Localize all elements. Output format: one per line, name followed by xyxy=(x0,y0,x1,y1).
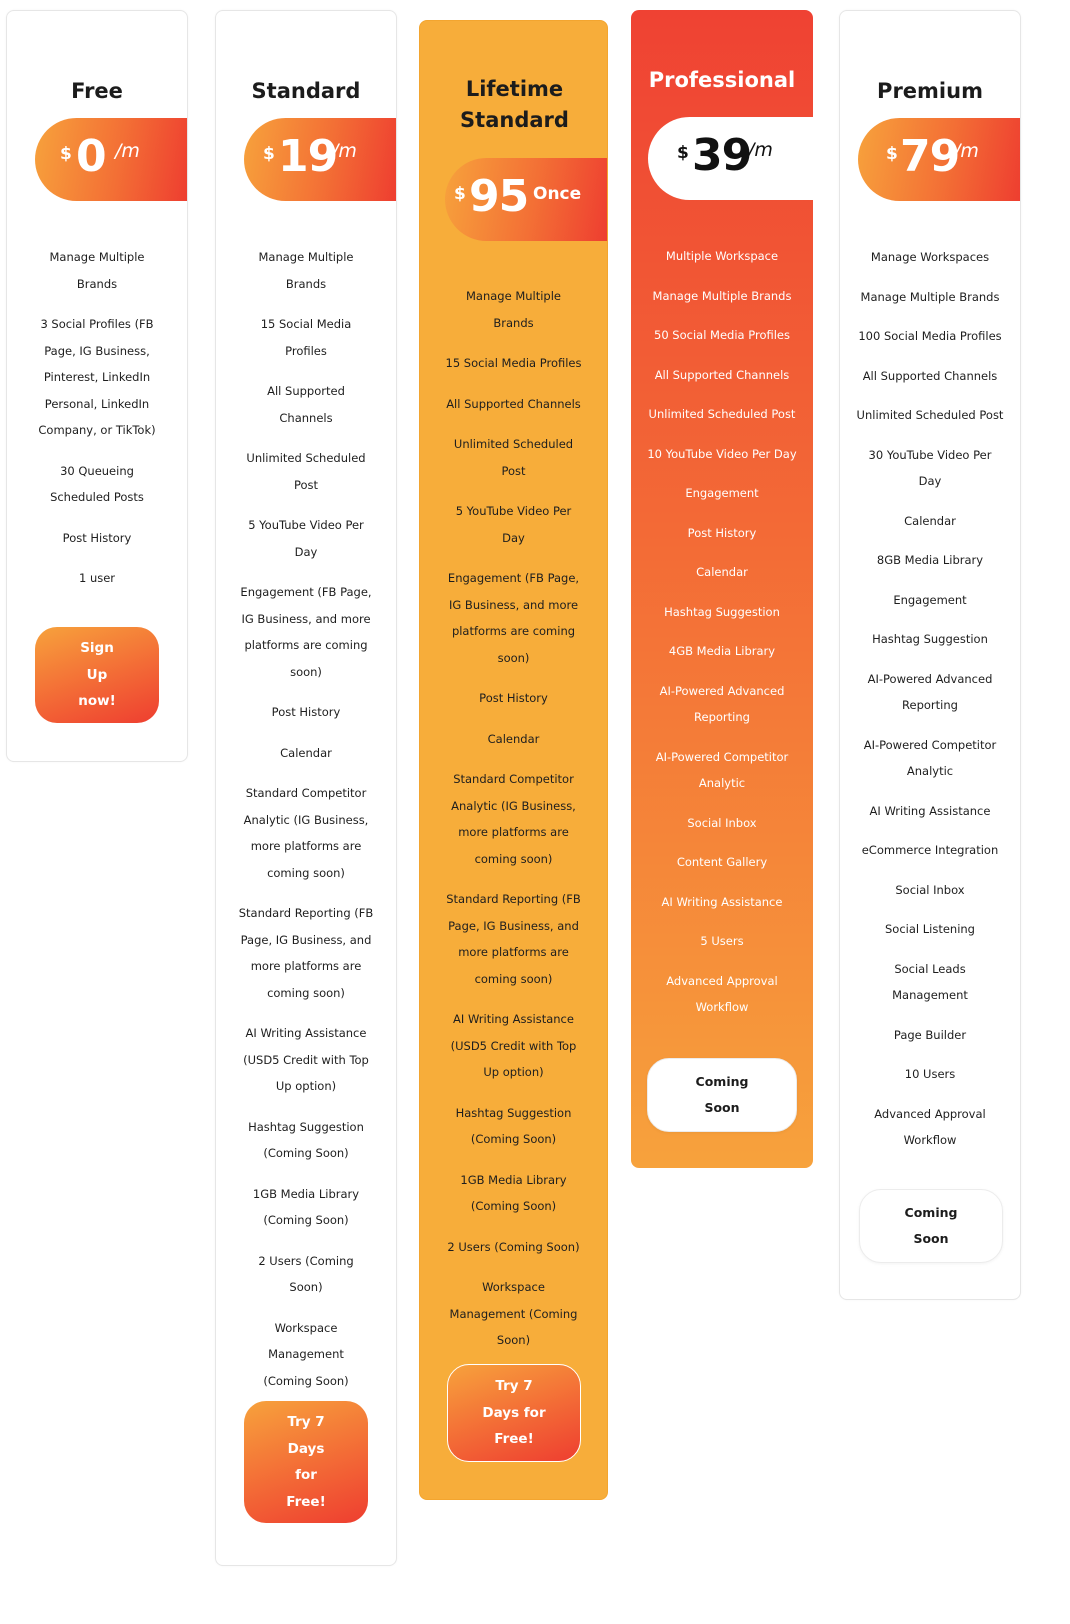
feature-item: Workspace Management (Coming Soon) xyxy=(449,1280,578,1347)
coming-soon-button[interactable]: Coming Soon xyxy=(647,1058,797,1132)
feature-item: 15 Social Media Profiles xyxy=(260,317,352,358)
feature-item: AI Writing Assistance xyxy=(661,894,783,909)
price-currency: $ xyxy=(454,184,466,204)
price-currency: $ xyxy=(886,144,898,164)
feature-item: Unlimited Scheduled Post xyxy=(246,451,366,492)
price-period: Once xyxy=(533,184,582,204)
feature-item: Engagement xyxy=(893,592,967,607)
feature-item: Advanced Approval Workflow xyxy=(874,1106,986,1147)
feature-item: Social Listening xyxy=(884,922,975,936)
feature-item: 4GB Media Library xyxy=(668,644,776,658)
feature-list xyxy=(420,283,607,1368)
feature-item: 100 Social Media Profiles xyxy=(858,329,1002,343)
feature-item: Advanced Approval Workflow xyxy=(666,973,778,1014)
price-badge xyxy=(648,117,813,200)
feature-item: Unlimited Scheduled Post xyxy=(856,408,1004,422)
feature-item: 10 Users xyxy=(904,1067,956,1081)
feature-item: Engagement (FB Page, IG Business, and more platforms are coming soon) xyxy=(447,571,580,665)
price-amount: 79 xyxy=(900,131,960,182)
feature-item: Manage Multiple Brands xyxy=(49,250,145,291)
feature-item: Hashtag Suggestion (Coming Soon) xyxy=(248,1119,364,1160)
feature-item: Unlimited Scheduled Post xyxy=(648,407,796,421)
plan-title: Premium xyxy=(877,79,983,103)
feature-item: Engagement xyxy=(685,486,759,500)
feature-item: Hashtag Suggestion (Coming Soon) xyxy=(455,1105,572,1146)
feature-item: Calendar xyxy=(487,731,540,746)
feature-item: All Supported Channels xyxy=(862,368,998,383)
plan-title: Free xyxy=(71,79,123,103)
price-period: /m xyxy=(954,140,979,162)
plan-card-premium xyxy=(839,10,1021,1300)
feature-item: 30 Queueing Scheduled Posts xyxy=(50,463,144,504)
feature-item: Manage Multiple Brands xyxy=(860,289,1000,304)
feature-item: Post History xyxy=(62,530,132,545)
free-trial-button[interactable]: Try 7 Days for Free! xyxy=(447,1364,581,1462)
feature-item: Manage Multiple Brands xyxy=(465,289,561,330)
price-badge xyxy=(445,158,607,241)
feature-item: Standard Reporting (FB Page, IG Business, and more platforms are coming soon) xyxy=(446,892,581,986)
free-trial-button[interactable]: Try 7 Days for Free! xyxy=(244,1401,368,1523)
plan-card-free xyxy=(6,10,188,762)
feature-item: 2 Users (Coming Soon) xyxy=(258,1253,354,1294)
feature-item: Post History xyxy=(271,705,341,719)
feature-item: Calendar xyxy=(280,745,332,760)
price-badge xyxy=(244,118,396,201)
feature-item: Multiple Workspace xyxy=(665,249,779,263)
feature-list xyxy=(7,244,187,606)
feature-item: Engagement (FB Page, IG Business, and more platforms are coming soon) xyxy=(240,585,372,679)
feature-item: Calendar xyxy=(696,565,748,579)
feature-item: AI Writing Assistance xyxy=(869,803,991,818)
price-amount: 19 xyxy=(278,131,338,182)
feature-item: 3 Social Profiles (FB Page, IG Business, Pinterest, LinkedIn Personal, LinkedIn Company, or TikTok) xyxy=(38,317,156,437)
feature-item: All Supported Channels xyxy=(267,384,345,425)
feature-item: Post History xyxy=(479,691,548,705)
feature-item: 2 Users (Coming Soon) xyxy=(447,1239,580,1254)
price-amount: 0 xyxy=(76,131,106,182)
price-amount: 95 xyxy=(469,171,529,222)
plan-card-professional xyxy=(631,10,813,1168)
feature-item: 5 Users xyxy=(700,934,744,948)
feature-item: Hashtag Suggestion xyxy=(664,604,780,619)
feature-item: Hashtag Suggestion xyxy=(872,632,988,646)
feature-item: Social Inbox xyxy=(687,815,757,830)
feature-item: Calendar xyxy=(904,513,956,528)
feature-item: Manage Workspaces xyxy=(870,250,990,264)
price-period: /m xyxy=(748,139,773,161)
plan-card-lifetime-standard xyxy=(419,20,608,1500)
feature-item: 50 Social Media Profiles xyxy=(654,328,790,342)
price-currency: $ xyxy=(677,143,689,163)
feature-item: Standard Competitor Analytic (IG Business, more platforms are coming soon) xyxy=(451,772,576,866)
price-currency: $ xyxy=(60,144,72,164)
feature-list xyxy=(216,244,396,1408)
plan-title: Professional xyxy=(648,68,796,92)
feature-item: 1GB Media Library (Coming Soon) xyxy=(252,1186,360,1227)
feature-item: AI-Powered Competitor Analytic xyxy=(863,737,997,778)
feature-item: Standard Competitor Analytic (IG Business, more platforms are coming soon) xyxy=(243,786,369,880)
feature-item: 1GB Media Library (Coming Soon) xyxy=(460,1172,567,1213)
feature-item: Social Leads Management xyxy=(892,961,968,1002)
feature-item: Workspace Management (Coming Soon) xyxy=(263,1320,349,1388)
price-currency: $ xyxy=(263,144,275,164)
feature-item: Social Inbox xyxy=(895,882,965,897)
price-period: /m xyxy=(332,140,357,162)
feature-item: AI-Powered Competitor Analytic xyxy=(655,749,789,790)
feature-item: Unlimited Scheduled Post xyxy=(453,437,574,478)
feature-item: 5 YouTube Video Per Day xyxy=(248,518,364,559)
plan-title: Standard xyxy=(251,79,361,103)
feature-list xyxy=(631,243,813,1034)
feature-item: AI Writing Assistance (USD5 Credit with Top Up option) xyxy=(243,1026,369,1093)
price-badge xyxy=(858,118,1020,201)
plan-card-standard xyxy=(215,10,397,1566)
plan-title: Lifetime Standard xyxy=(460,77,569,132)
feature-item: Post History xyxy=(687,525,757,540)
feature-item: Content Gallery xyxy=(676,855,768,869)
feature-item: 5 YouTube Video Per Day xyxy=(455,504,572,545)
coming-soon-button[interactable]: Coming Soon xyxy=(859,1189,1003,1263)
feature-item: Page Builder xyxy=(893,1027,967,1042)
feature-item: Standard Reporting (FB Page, IG Business, and more platforms are coming soon) xyxy=(238,906,374,1000)
feature-item: All Supported Channels xyxy=(654,367,790,382)
feature-item: AI-Powered Advanced Reporting xyxy=(659,683,785,724)
feature-item: 15 Social Media Profiles xyxy=(445,356,582,370)
feature-list xyxy=(840,244,1020,1167)
price-period: /m xyxy=(115,140,140,162)
feature-item: AI Writing Assistance (USD5 Credit with Top Up option) xyxy=(450,1012,577,1079)
feature-item: Manage Multiple Brands xyxy=(652,288,792,303)
feature-item: AI-Powered Advanced Reporting xyxy=(867,671,993,712)
price-badge xyxy=(35,118,187,201)
feature-item: eCommerce Integration xyxy=(861,843,999,857)
feature-item: 1 user xyxy=(78,571,116,585)
feature-item: 8GB Media Library xyxy=(876,553,984,567)
sign-up-button[interactable]: Sign Up now! xyxy=(35,627,159,723)
feature-item: 30 YouTube Video Per Day xyxy=(868,447,992,488)
feature-item: 10 YouTube Video Per Day xyxy=(647,446,797,461)
price-amount: 39 xyxy=(692,130,752,181)
feature-item: All Supported Channels xyxy=(446,396,581,411)
feature-item: Manage Multiple Brands xyxy=(258,250,354,291)
